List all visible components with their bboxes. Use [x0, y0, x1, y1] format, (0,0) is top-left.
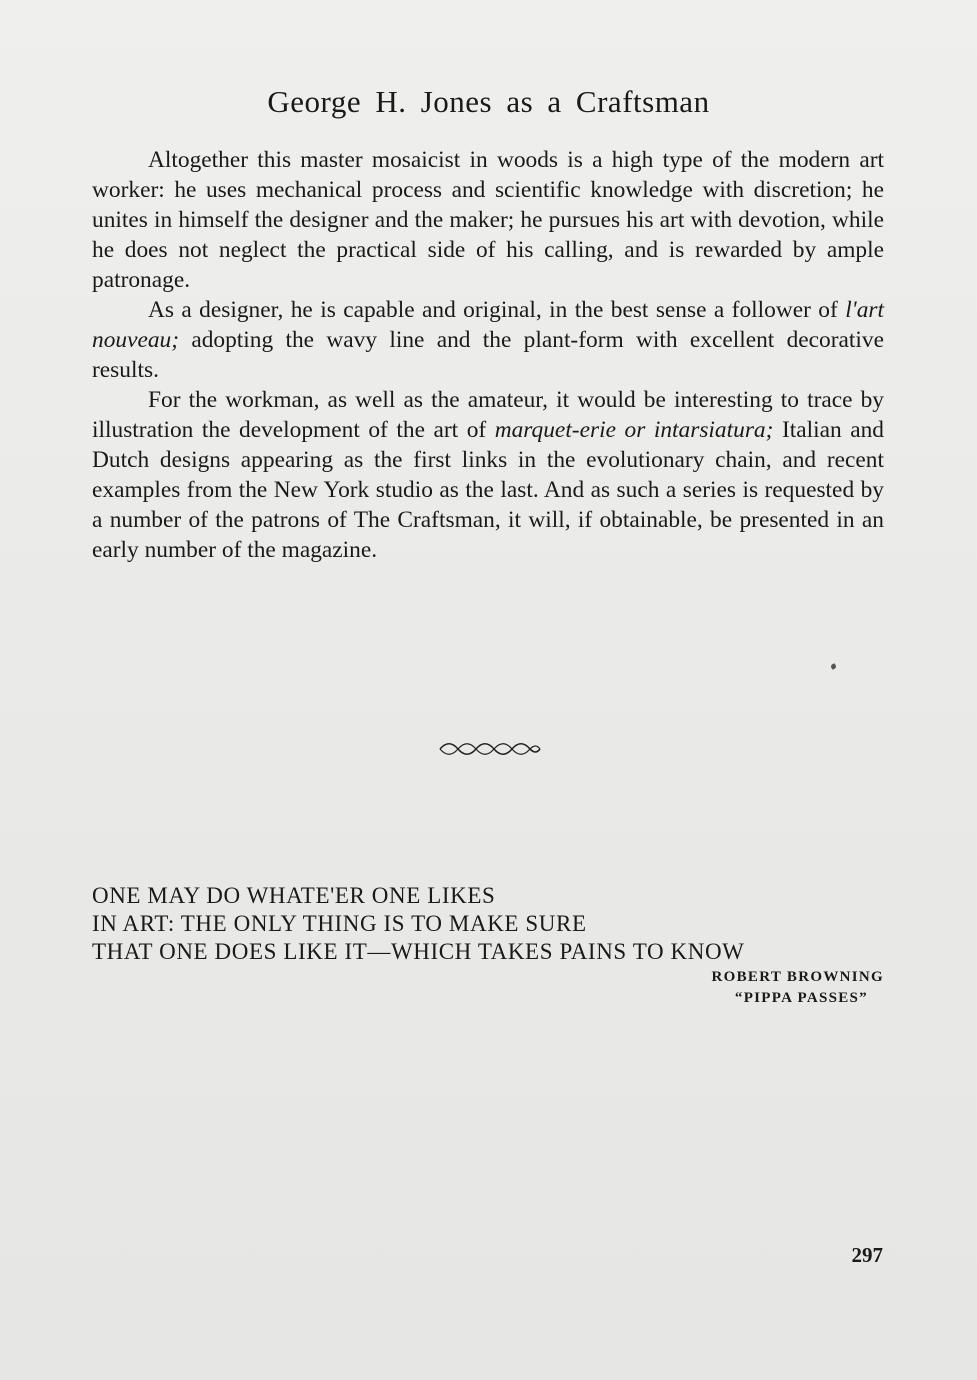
quote-author: ROBERT BROWNING	[711, 969, 884, 985]
quote-line: ONE MAY DO WHATE'ER ONE LIKES	[92, 883, 496, 908]
quote-line: IN ART: THE ONLY THING IS TO MAKE SURE	[92, 911, 587, 936]
wavy-ornament-divider	[438, 741, 542, 757]
page-number: 297	[851, 1243, 883, 1267]
quote-work-title: “PIPPA PASSES”	[734, 990, 868, 1006]
page-title: George H. Jones as a Craftsman	[267, 84, 710, 119]
quote-attribution	[712, 967, 884, 1009]
paragraph-3-text-b: Italian and Dutch designs appearing as the first links in the evolutionary chain, and recent examples from the New York studio as the last. And as such a series is requested by a number of the patrons of The Craftsman, it will, if obtainable, be presented in an early number of the magazine.	[92, 417, 884, 563]
article-body	[92, 145, 884, 565]
ink-speck	[830, 663, 837, 670]
quote-line: THAT ONE DOES LIKE IT—WHICH TAKES PAINS TO KNOW	[92, 939, 745, 964]
paragraph-2	[92, 295, 884, 385]
paragraph-3-italic: marquet-erie or intarsiatura;	[494, 417, 774, 443]
paragraph-2-text-a: As a designer, he is capable and original, in the best sense a follower of	[148, 297, 846, 323]
paragraph-3-text-a: For the workman, as well as the amateur, it would be interesting to trace by illustration the development of the art of	[92, 387, 884, 443]
epigraph-quote	[92, 882, 884, 966]
paragraph-2-text-b: adopting the wavy line and the plant-form with excellent decorative results.	[92, 327, 884, 383]
paragraph-1: Altogether this master mosaicist in woods is a high type of the modern art worker: he uses mechanical process and scientific knowledge with discretion; he unites in himself the designer and the maker; he pursues his art with devotion, while he does not neglect the practical side of his calling, and is rewarded by ample patronage.	[92, 147, 884, 293]
paragraph-3	[92, 385, 884, 565]
paragraph-2-italic: l'art nouveau;	[92, 297, 884, 353]
